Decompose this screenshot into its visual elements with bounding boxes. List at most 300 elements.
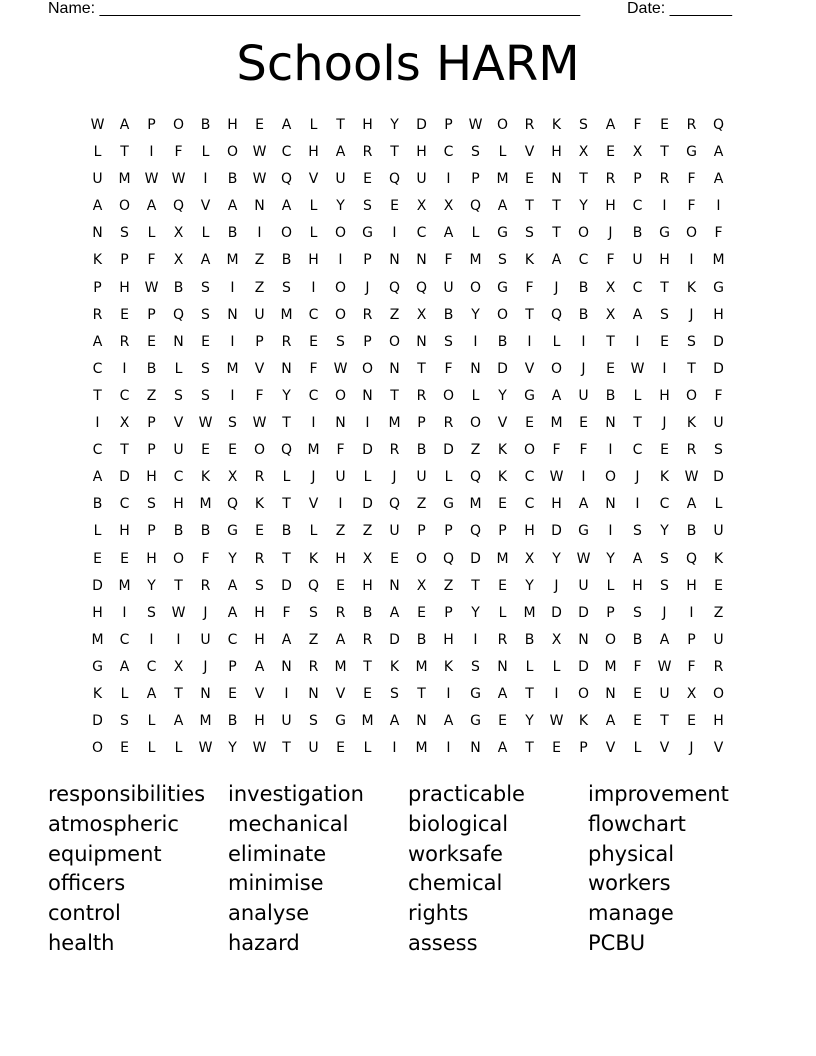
grid-letter: O [442, 387, 455, 404]
grid-letter: L [282, 469, 291, 486]
grid-letter: A [605, 713, 616, 730]
grid-letter: B [173, 523, 184, 540]
grid-letter: S [471, 144, 480, 161]
grid-letter: S [660, 550, 669, 567]
grid-letter: H [362, 117, 373, 133]
grid-letter: M [91, 631, 104, 648]
grid-letter: T [660, 713, 669, 730]
word-list-row [48, 929, 768, 959]
grid-letter: O [226, 144, 239, 161]
grid-letter: E [255, 523, 264, 540]
word-list-item: worksafe [408, 841, 503, 866]
grid-letter: A [632, 306, 643, 323]
grid-letter: C [308, 387, 319, 404]
grid-letter: A [146, 198, 157, 215]
grid-letter: Y [147, 577, 156, 594]
grid-letter: I [311, 279, 316, 296]
grid-letter: H [659, 387, 670, 404]
grid-letter: W [549, 469, 564, 486]
grid-letter: V [173, 415, 184, 432]
grid-letter: L [93, 523, 102, 540]
grid-letter: J [608, 225, 613, 242]
word-list-item: investigation [228, 782, 364, 806]
grid-letter: J [554, 279, 559, 296]
grid-letter: F [525, 279, 534, 296]
grid-letter: O [577, 225, 590, 242]
grid-letter: C [632, 198, 643, 215]
grid-letter: M [496, 171, 509, 188]
grid-letter: H [713, 306, 724, 323]
grid-letter: R [119, 333, 130, 350]
word-list-item: flowchart [588, 811, 686, 836]
grid-letter: M [415, 740, 428, 757]
grid-row [84, 681, 732, 708]
grid-letter: M [604, 658, 617, 675]
grid-letter: E [633, 685, 642, 702]
grid-letter: X [524, 550, 535, 567]
grid-letter: Q [172, 198, 185, 215]
grid-letter: X [173, 658, 184, 675]
grid-row [84, 464, 732, 491]
grid-letter: I [176, 631, 181, 648]
grid-letter: N [416, 252, 427, 269]
grid-letter: E [660, 117, 669, 133]
grid-letter: L [552, 333, 561, 350]
grid-letter: E [201, 442, 210, 459]
grid-letter: P [363, 333, 372, 350]
grid-letter: W [252, 740, 267, 757]
grid-letter: I [230, 279, 235, 296]
grid-letter: W [171, 604, 186, 621]
grid-letter: C [443, 144, 454, 161]
grid-letter: N [281, 658, 292, 675]
word-list-item: equipment [48, 841, 162, 866]
grid-letter: N [416, 333, 427, 350]
grid-letter: I [338, 252, 343, 269]
grid-letter: P [147, 306, 156, 323]
grid-letter: A [227, 604, 238, 621]
grid-letter: L [201, 225, 210, 242]
grid-letter: P [498, 523, 507, 540]
grid-letter: S [390, 685, 399, 702]
grid-letter: C [92, 442, 103, 459]
grid-letter: N [605, 685, 616, 702]
grid-letter: G [524, 387, 535, 404]
grid-letter: M [523, 604, 536, 621]
grid-letter: U [659, 685, 670, 702]
grid-letter: E [525, 415, 534, 432]
grid-letter: G [686, 144, 697, 161]
grid-letter: P [228, 658, 237, 675]
grid-letter: T [120, 442, 129, 459]
grid-letter: E [390, 198, 399, 215]
grid-letter: R [416, 387, 427, 404]
grid-letter: U [416, 171, 427, 188]
grid-letter: E [417, 604, 426, 621]
grid-letter: Q [226, 496, 239, 513]
grid-letter: G [227, 523, 238, 540]
grid-letter: V [254, 685, 265, 702]
grid-letter: E [498, 577, 507, 594]
grid-letter: Y [471, 604, 480, 621]
grid-letter: I [392, 225, 397, 242]
grid-letter: D [497, 360, 508, 377]
grid-letter: I [608, 442, 613, 459]
grid-letter: F [687, 198, 696, 215]
grid-letter: T [471, 577, 480, 594]
grid-letter: M [496, 550, 509, 567]
grid-letter: T [120, 144, 129, 161]
grid-letter: Q [388, 279, 401, 296]
grid-letter: I [527, 333, 532, 350]
grid-letter: S [201, 387, 210, 404]
grid-letter: S [498, 252, 507, 269]
grid-letter: K [686, 279, 697, 296]
grid-letter: X [578, 144, 589, 161]
grid-letter: M [307, 442, 320, 459]
grid-letter: E [336, 577, 345, 594]
grid-letter: R [362, 144, 373, 161]
grid-letter: T [282, 496, 291, 513]
grid-letter: R [362, 306, 373, 323]
grid-letter: M [388, 415, 401, 432]
grid-letter: R [335, 604, 346, 621]
grid-letter: Q [685, 550, 698, 567]
grid-letter: H [659, 252, 670, 269]
grid-letter: T [336, 117, 345, 133]
grid-letter: W [576, 550, 591, 567]
grid-letter: T [417, 685, 426, 702]
grid-letter: Y [552, 550, 561, 567]
grid-row [84, 302, 732, 329]
grid-row [84, 220, 732, 247]
grid-letter: E [147, 333, 156, 350]
grid-letter: I [473, 333, 478, 350]
page-title: Schools HARM [236, 36, 580, 92]
word-list-item: atmospheric [48, 811, 179, 836]
grid-letter: U [335, 469, 346, 486]
grid-letter: E [228, 442, 237, 459]
grid-letter: O [523, 442, 536, 459]
grid-letter: P [606, 604, 615, 621]
grid-letter: M [118, 171, 131, 188]
grid-letter: A [578, 496, 589, 513]
grid-letter: S [633, 604, 642, 621]
grid-letter: X [686, 685, 697, 702]
grid-letter: W [252, 415, 267, 432]
grid-letter: U [443, 279, 454, 296]
grid-letter: M [226, 360, 239, 377]
grid-letter: O [415, 550, 428, 567]
grid-letter: A [713, 144, 724, 161]
grid-letter: K [524, 252, 535, 269]
grid-letter: F [444, 360, 453, 377]
grid-letter: D [362, 442, 373, 459]
grid-letter: Q [469, 523, 482, 540]
grid-letter: C [632, 442, 643, 459]
grid-letter: Z [389, 306, 400, 323]
grid-letter: B [632, 225, 643, 242]
grid-letter: U [713, 415, 724, 432]
grid-letter: I [635, 333, 640, 350]
grid-letter: H [632, 577, 643, 594]
grid-letter: V [605, 740, 616, 757]
grid-letter: B [578, 306, 589, 323]
grid-letter: P [444, 604, 453, 621]
grid-letter: U [254, 306, 265, 323]
grid-letter: J [635, 469, 640, 486]
grid-letter: V [713, 740, 724, 757]
grid-letter: S [660, 577, 669, 594]
grid-letter: C [524, 496, 535, 513]
grid-letter: S [363, 198, 372, 215]
grid-letter: C [632, 279, 643, 296]
grid-letter: Z [443, 577, 454, 594]
grid-letter: F [282, 604, 291, 621]
grid-letter: A [200, 252, 211, 269]
grid-letter: A [686, 496, 697, 513]
grid-letter: S [120, 713, 129, 730]
grid-letter: Y [471, 306, 480, 323]
grid-letter: I [149, 631, 154, 648]
grid-letter: K [92, 685, 103, 702]
grid-letter: C [416, 225, 427, 242]
grid-letter: X [605, 306, 616, 323]
grid-letter: B [173, 279, 184, 296]
grid-letter: W [549, 713, 564, 730]
grid-letter: O [388, 333, 401, 350]
grid-letter: P [120, 252, 129, 269]
grid-letter: B [524, 631, 535, 648]
grid-row [84, 383, 732, 410]
grid-letter: B [281, 252, 292, 269]
grid-letter: F [687, 658, 696, 675]
grid-letter: D [443, 442, 454, 459]
grid-letter: I [635, 496, 640, 513]
grid-letter: Q [280, 171, 293, 188]
grid-letter: T [525, 685, 534, 702]
grid-letter: E [120, 550, 129, 567]
grid-letter: P [93, 279, 102, 296]
grid-letter: E [525, 171, 534, 188]
grid-letter: A [173, 713, 184, 730]
grid-letter: E [498, 496, 507, 513]
grid-letter: W [630, 360, 645, 377]
grid-letter: W [198, 415, 213, 432]
grid-letter: E [201, 333, 210, 350]
grid-letter: L [363, 740, 372, 757]
grid-letter: O [469, 415, 482, 432]
grid-letter: A [632, 550, 643, 567]
grid-letter: M [469, 252, 482, 269]
grid-letter: C [227, 631, 238, 648]
grid-letter: E [714, 577, 723, 594]
grid-letter: M [334, 658, 347, 675]
grid-letter: G [659, 225, 670, 242]
grid-letter: S [255, 577, 264, 594]
word-list-item: practicable [408, 782, 525, 806]
grid-letter: B [416, 631, 427, 648]
grid-letter: R [686, 442, 697, 459]
grid-letter: Y [498, 387, 507, 404]
grid-letter: N [416, 713, 427, 730]
grid-letter: Z [362, 523, 373, 540]
grid-letter: H [254, 604, 265, 621]
word-list-row [48, 899, 768, 929]
grid-letter: B [362, 604, 373, 621]
grid-letter: T [579, 171, 588, 188]
grid-letter: K [200, 469, 211, 486]
grid-letter: E [309, 333, 318, 350]
grid-letter: Q [172, 306, 185, 323]
grid-letter: H [416, 144, 427, 161]
grid-letter: I [554, 685, 559, 702]
grid-letter: A [389, 604, 400, 621]
grid-letter: T [174, 685, 183, 702]
grid-letter: I [122, 604, 127, 621]
grid-letter: R [713, 658, 724, 675]
grid-letter: R [362, 631, 373, 648]
grid-letter: J [689, 306, 694, 323]
grid-letter: S [336, 333, 345, 350]
grid-letter: T [633, 415, 642, 432]
grid-letter: A [497, 198, 508, 215]
grid-letter: F [714, 387, 723, 404]
grid-letter: F [633, 658, 642, 675]
grid-letter: O [118, 198, 131, 215]
grid-letter: N [200, 685, 211, 702]
grid-letter: O [334, 279, 347, 296]
grid-letter: E [633, 713, 642, 730]
grid-letter: I [473, 631, 478, 648]
grid-letter: T [687, 360, 696, 377]
grid-letter: H [308, 252, 319, 269]
grid-letter: Y [228, 740, 237, 757]
grid-letter: R [281, 333, 292, 350]
grid-letter: A [227, 577, 238, 594]
grid-letter: H [524, 523, 535, 540]
grid-letter: O [685, 225, 698, 242]
grid-letter: H [686, 577, 697, 594]
grid-letter: I [446, 685, 451, 702]
grid-letter: S [174, 387, 183, 404]
grid-letter: J [365, 279, 370, 296]
grid-letter: Q [280, 442, 293, 459]
grid-letter: A [92, 198, 103, 215]
grid-letter: I [338, 496, 343, 513]
grid-letter: F [687, 171, 696, 188]
grid-letter: C [578, 252, 589, 269]
grid-letter: E [363, 171, 372, 188]
grid-letter: M [226, 252, 239, 269]
grid-letter: O [550, 360, 563, 377]
grid-letter: R [686, 117, 697, 133]
grid-letter: W [252, 171, 267, 188]
grid-letter: L [147, 740, 156, 757]
grid-letter: I [392, 740, 397, 757]
grid-letter: Y [579, 198, 588, 215]
grid-letter: U [578, 387, 589, 404]
grid-letter: L [174, 740, 183, 757]
grid-letter: L [120, 685, 129, 702]
word-list-row [48, 840, 768, 870]
grid-row [84, 518, 732, 545]
grid-letter: O [604, 631, 617, 648]
grid-letter: Y [336, 198, 345, 215]
grid-letter: N [470, 740, 481, 757]
grid-letter: X [227, 469, 238, 486]
grid-row [84, 491, 732, 518]
grid-letter: P [147, 442, 156, 459]
grid-letter: D [578, 604, 589, 621]
grid-letter: T [174, 577, 183, 594]
grid-letter: A [335, 144, 346, 161]
grid-letter: Q [388, 496, 401, 513]
grid-letter: A [659, 631, 670, 648]
grid-letter: E [120, 740, 129, 757]
grid-letter: O [577, 685, 590, 702]
grid-letter: A [443, 713, 454, 730]
grid-letter: U [578, 577, 589, 594]
grid-letter: K [578, 713, 589, 730]
grid-letter: H [119, 279, 130, 296]
grid-letter: Q [442, 550, 455, 567]
grid-letter: E [498, 713, 507, 730]
grid-letter: A [443, 225, 454, 242]
grid-row [84, 329, 732, 356]
grid-letter: N [497, 658, 508, 675]
grid-letter: X [173, 225, 184, 242]
grid-letter: D [578, 658, 589, 675]
grid-letter: M [361, 713, 374, 730]
word-list-item: improvement [588, 782, 729, 806]
word-list-item: rights [408, 901, 469, 926]
grid-letter: T [606, 333, 615, 350]
grid-letter: I [446, 171, 451, 188]
grid-row [84, 275, 732, 302]
grid-letter: C [119, 496, 130, 513]
grid-row [84, 166, 732, 193]
grid-letter: K [254, 496, 265, 513]
grid-letter: O [253, 442, 266, 459]
grid-letter: A [605, 117, 616, 133]
grid-letter: N [227, 306, 238, 323]
grid-letter: I [311, 415, 316, 432]
grid-letter: M [550, 415, 563, 432]
grid-letter: G [470, 713, 481, 730]
grid-letter: T [282, 415, 291, 432]
grid-letter: T [525, 740, 534, 757]
grid-letter: M [280, 306, 293, 323]
grid-letter: A [281, 631, 292, 648]
grid-letter: O [172, 117, 185, 133]
grid-letter: D [92, 577, 103, 594]
grid-letter: Y [525, 577, 534, 594]
grid-letter: V [308, 496, 319, 513]
grid-letter: R [389, 442, 400, 459]
grid-letter: A [551, 387, 562, 404]
grid-letter: L [147, 225, 156, 242]
grid-letter: U [632, 252, 643, 269]
grid-letter: K [92, 252, 103, 269]
grid-letter: S [147, 496, 156, 513]
grid-letter: H [227, 117, 238, 133]
grid-letter: H [551, 496, 562, 513]
grid-letter: T [660, 144, 669, 161]
grid-letter: O [334, 387, 347, 404]
grid-letter: I [446, 740, 451, 757]
grid-letter: K [659, 469, 670, 486]
